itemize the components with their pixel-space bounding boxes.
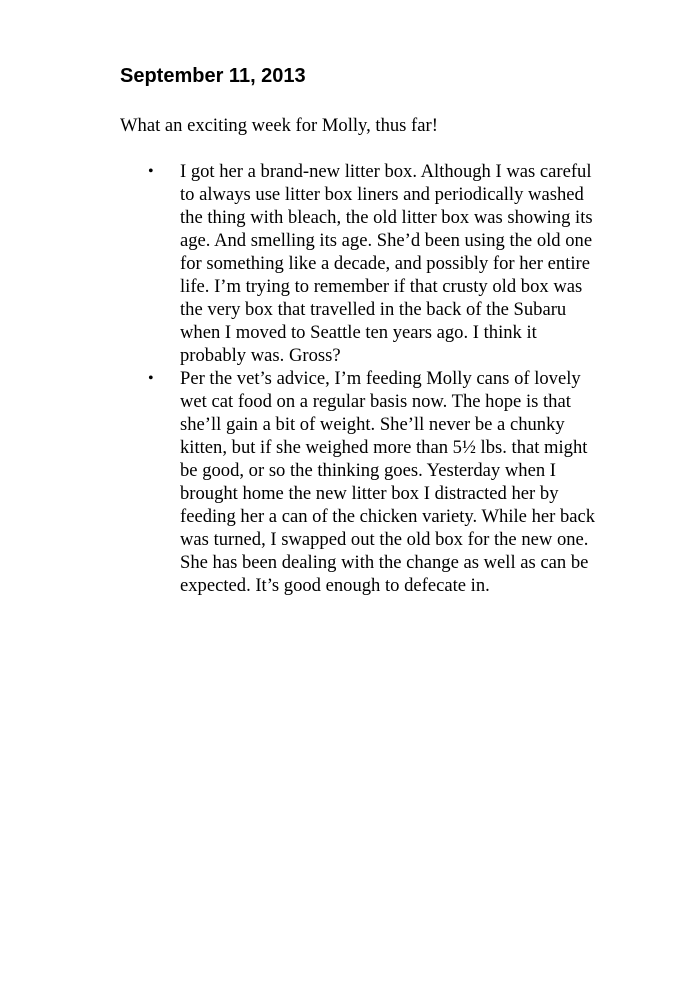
bullet-text-line: the very box that travelled in the back of the Subaru [180, 299, 567, 320]
bullet-text-line: was turned, I swapped out the old box for the new one. [180, 529, 589, 550]
document-heading: September 11, 2013 [120, 65, 306, 87]
bullet-text-line: the thing with bleach, the old litter box was showing its [180, 207, 593, 228]
bullet-text-line: she’ll gain a bit of weight. She’ll never be a chunky [180, 414, 565, 435]
bullet-text-line: age. And smelling its age. She’d been using the old one [180, 230, 593, 251]
bullet-text-line: to always use litter box liners and periodically washed [180, 184, 584, 205]
intro-paragraph: What an exciting week for Molly, thus far! [120, 115, 438, 136]
bullet-icon: • [148, 163, 154, 180]
bullet-text-line: expected. It’s good enough to defecate in. [180, 575, 490, 596]
bullet-text-line: be good, or so the thinking goes. Yesterday when I [180, 460, 556, 481]
bullet-text-line: Per the vet’s advice, I’m feeding Molly cans of lovely [180, 368, 581, 389]
bullet-text-line: for something like a decade, and possibly for her entire [180, 253, 590, 274]
bullet-icon: • [148, 370, 154, 387]
bullet-text-line: when I moved to Seattle ten years ago. I think it [180, 322, 537, 343]
bullet-item-litter-box [148, 160, 648, 367]
bullet-text-line: I got her a brand-new litter box. Although I was careful [180, 161, 592, 182]
bullet-text-line: brought home the new litter box I distracted her by [180, 483, 559, 504]
bullet-item-cat-food [148, 367, 648, 597]
bullet-text-line: wet cat food on a regular basis now. The hope is that [180, 391, 571, 412]
bullet-text-line: feeding her a can of the chicken variety. While her back [180, 506, 596, 527]
bullet-text-line: life. I’m trying to remember if that crusty old box was [180, 276, 583, 297]
bullet-text-line: probably was. Gross? [180, 345, 341, 366]
bullet-text-line: She has been dealing with the change as well as can be [180, 552, 589, 573]
bullet-list [148, 160, 648, 597]
bullet-text-line: kitten, but if she weighed more than 5½ lbs. that might [180, 437, 588, 458]
